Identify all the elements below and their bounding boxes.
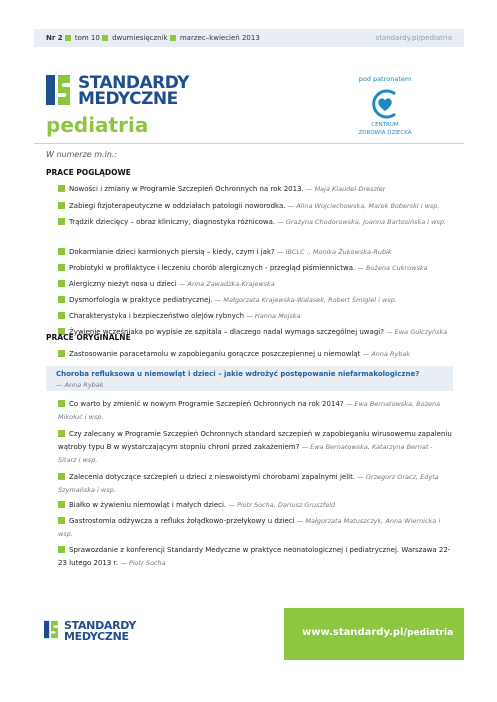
logo-mark-icon	[44, 619, 59, 640]
highlight-article[interactable]	[46, 366, 453, 391]
article-item[interactable]	[58, 515, 453, 541]
bullet-square-icon	[58, 218, 65, 225]
issue-info	[46, 34, 260, 42]
section-original-heading-text: PRACE ORYGINALNE	[46, 333, 131, 342]
article-authors: — Grażyna Chodorowska, Joanna Bartosińska i wsp.	[277, 218, 447, 226]
bullet-square-icon	[58, 202, 65, 209]
bullet-square-icon	[58, 312, 65, 319]
article-item[interactable]	[58, 499, 453, 512]
bullet-square-icon	[58, 517, 65, 524]
logo-line1: STANDARDY	[78, 73, 189, 93]
article-authors: — Małgorzata Matuszczyk, Anna Wiernicka i wsp.	[58, 517, 441, 538]
article-item[interactable]	[58, 294, 453, 307]
article-title: Zabiegi fizjoterapeutyczne w oddziałach patologii noworodka.	[69, 202, 286, 210]
article-title: Czy zalecany w Programie Szczepień Ochronnych standard szczepień w zapobieganiu wirusowemu zapaleniu wątroby typu B w wystarczającym stopniu chroni przed zakażeniem?	[58, 430, 452, 451]
bullet-square-icon	[58, 280, 65, 287]
article-authors: — Hanna Mojska	[246, 312, 301, 320]
patronage-org-line1: CENTRUM	[371, 122, 399, 128]
bullet-square-icon	[65, 35, 71, 41]
website-main: www.standardy.pl/	[302, 627, 408, 638]
article-item[interactable]	[58, 428, 453, 467]
article-authors: — Alina Wojciechowska, Marek Boberski i wsp.	[287, 202, 440, 210]
article-authors: — Maja Klaudel-Dreszler	[306, 185, 386, 193]
patronage-label: pod patronatem	[358, 75, 412, 83]
article-authors: — Bożena Cukrowska	[357, 264, 428, 272]
article-authors: — Ewa Gulczyńska	[386, 328, 448, 336]
bullet-square-icon	[58, 501, 65, 508]
section-review-heading: PRACE POGLĄDOWE	[46, 168, 131, 177]
highlight-title: Choroba refluksowa u niemowląt i dzieci – jakie wdrożyć postępowanie niefarmakologiczne?	[56, 370, 420, 378]
period: marzec–kwiecień 2013	[179, 34, 260, 42]
article-title: Trądzik dziecięcy – obraz kliniczny, diagnostyka różnicowa.	[69, 218, 276, 226]
article-title: Co warto by zmienić w nowym Programie Szczepień Ochronnych na rok 2014?	[69, 400, 344, 408]
article-authors: — Ewa Bernatowska, Bożena Mikołuć i wsp.	[58, 400, 441, 421]
website-link[interactable]	[302, 627, 453, 638]
patronage-org-line2: ZDROWIA DZIECKA	[358, 130, 412, 136]
article-title: Zalecenia dotyczące szczepień u dzieci z nieswoistymi chorobami zapalnymi jelit.	[69, 473, 356, 481]
bullet-square-icon	[58, 264, 65, 271]
frequency: dwumiesięcznik	[112, 34, 168, 42]
header-bar	[34, 29, 464, 47]
czd-heart-logo-icon	[369, 89, 401, 119]
bullet-square-icon	[58, 546, 65, 553]
article-authors: — Piotr Socha, Dariusz Gruszfeld	[228, 501, 336, 509]
article-item[interactable]	[58, 183, 453, 196]
article-item[interactable]	[58, 278, 453, 291]
bullet-square-icon	[58, 185, 65, 192]
article-title: Alergiczny nieżyt nosa u dzieci	[69, 280, 177, 288]
article-title: Białko w żywieniu niemowląt i małych dzieci.	[69, 501, 227, 509]
article-item[interactable]	[58, 246, 453, 259]
article-item[interactable]	[58, 348, 453, 361]
logo-line2: MEDYCZNE	[78, 89, 178, 109]
article-title: Charakterystyka i bezpieczeństwo olejów rybnych	[69, 312, 245, 320]
article-title: Sprawozdanie z konferencji Standardy Medyczne w praktyce neonatologicznej i pediatrycznej. Warszawa 22-23 lutego 2013 r.	[58, 546, 451, 567]
bullet-square-icon	[102, 35, 108, 41]
intro-text: W numerze m.in.:	[46, 150, 118, 159]
bullet-square-icon	[58, 473, 65, 480]
header-url[interactable]: standardy.pl/pediatria	[375, 34, 452, 42]
article-item[interactable]	[58, 216, 453, 229]
article-authors: — Małgorzata Krajewska-Walasek, Robert Śmigiel i wsp.	[214, 296, 397, 304]
logo-mark-icon	[46, 73, 72, 107]
issue-number: Nr 2	[46, 34, 63, 42]
article-item[interactable]	[58, 471, 453, 497]
bullet-square-icon	[170, 35, 176, 41]
article-title: Żywienie wcześniaka po wypisie ze szpitala – dlaczego nadal wymaga szczególnej uwagi?	[69, 328, 384, 336]
bullet-square-icon	[58, 296, 65, 303]
footer-logo-line1: STANDARDY	[64, 619, 137, 632]
article-authors: — Ewa Bernatowska, Katarzyna Bernat - Sitarz i wsp.	[58, 443, 433, 464]
article-authors: — Anna Rybak	[362, 350, 411, 358]
article-item[interactable]	[58, 310, 453, 323]
divider	[34, 143, 464, 144]
article-item[interactable]	[58, 200, 453, 213]
article-item[interactable]	[58, 544, 453, 570]
article-title: Gastrostomia odżywcza a refluks żołądkowo-przełykowy u dzieci	[69, 517, 295, 525]
bullet-square-icon	[58, 248, 65, 255]
article-authors: — Piotr Socha	[120, 559, 166, 567]
article-item[interactable]	[58, 262, 453, 275]
article-title: Nowości i zmiany w Programie Szczepień Ochronnych na rok 2013.	[69, 185, 304, 193]
article-item[interactable]	[58, 398, 453, 424]
article-title: Dokarmianie dzieci karmionych piersią – kiedy, czym i jak?	[69, 248, 275, 256]
journal-title: pediatria	[46, 113, 149, 137]
bullet-square-icon	[58, 430, 65, 437]
article-title: Zastosowanie paracetamolu w zapobieganiu gorączce poszczepiennej u niemowląt	[69, 350, 361, 358]
bullet-square-icon	[58, 400, 65, 407]
volume: tom 10	[74, 34, 100, 42]
patronage	[357, 75, 413, 137]
website-banner[interactable]	[284, 608, 464, 660]
article-authors: — Anna Zawadzka-Krajewska	[178, 280, 275, 288]
article-title: Probiotyki w profilaktyce i leczeniu chorób alergicznych - przegląd piśmiennictwa.	[69, 264, 356, 272]
article-authors: — Grzegorz Oracz, Edyta Szymańska i wsp.	[58, 473, 439, 494]
article-title: Dysmorfologia w praktyce pediatrycznej.	[69, 296, 213, 304]
footer-logo-line2: MEDYCZNE	[64, 630, 129, 643]
article-authors: — IBCLC ., Monika Żukowska-Rubik	[276, 248, 392, 256]
highlight-authors: — Anna Rybak	[56, 381, 104, 389]
website-sub: pediatria	[407, 628, 454, 638]
bullet-square-icon	[58, 350, 65, 357]
